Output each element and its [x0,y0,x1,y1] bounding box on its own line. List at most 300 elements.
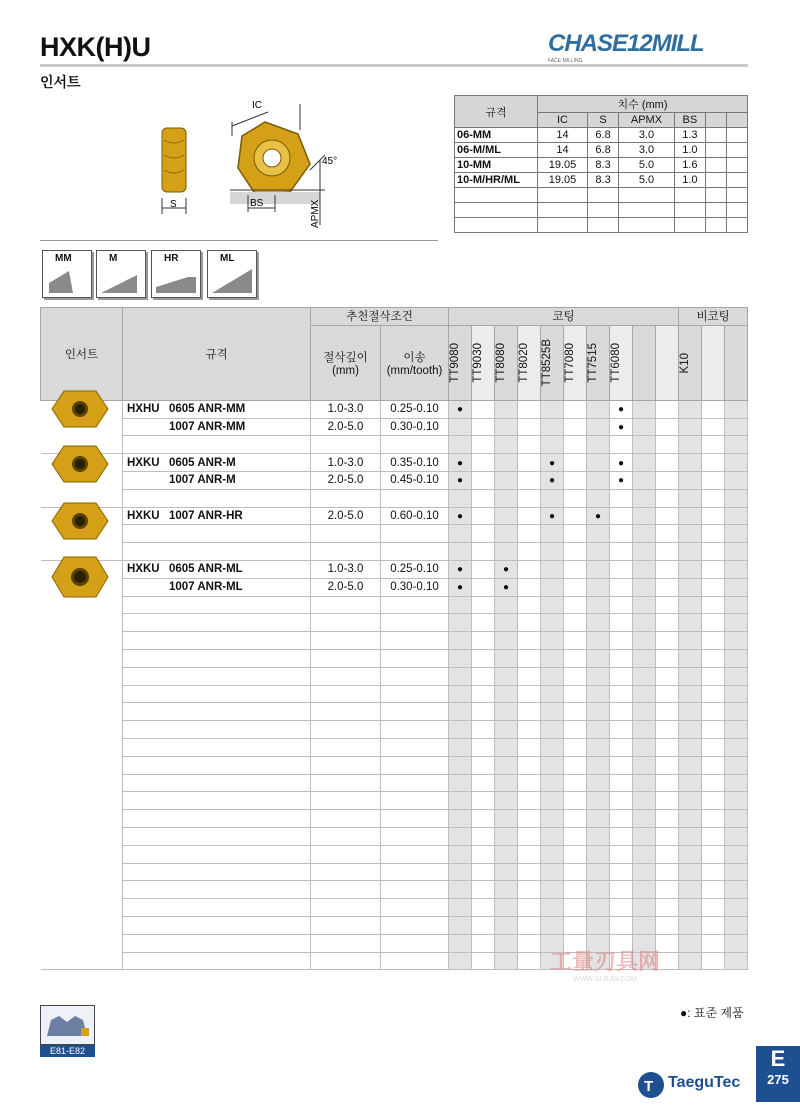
grade-cell [518,632,541,650]
uncoated-grade-header [702,325,725,400]
grade-cell [702,632,725,650]
grade-cell [725,400,748,418]
spec-cell [123,845,311,863]
grade-cell [472,916,495,934]
grade-cell [495,596,518,614]
grade-cell [541,632,564,650]
grade-cell [725,899,748,917]
reference-label: E81-E82 [40,1045,95,1057]
grade-cell [725,685,748,703]
grade-cell [656,827,679,845]
grade-cell [472,863,495,881]
grade-cell [633,560,656,578]
feed-cell [381,756,449,774]
grade-cell [702,703,725,721]
grade-cell [610,863,633,881]
depth-cell [311,863,381,881]
grade-cell [495,400,518,418]
grade-cell [725,507,748,525]
grade-cell [495,899,518,917]
grade-cell [610,810,633,828]
depth-cell [311,792,381,810]
grade-cell [564,560,587,578]
grade-cell [587,721,610,739]
grade-cell [702,507,725,525]
grade-cell [495,845,518,863]
grade-cell [610,400,633,418]
grade-cell [656,436,679,454]
grade-cell [587,436,610,454]
grade-cell [449,560,472,578]
page-number: 275 [767,1072,789,1087]
feed-cell [381,543,449,561]
grade-cell [449,934,472,952]
spec-cell [123,418,311,436]
grade-header [541,325,564,400]
grade-cell [541,543,564,561]
standard-product-marker: ● [456,457,464,469]
grade-cell [679,596,702,614]
geometry-label: ML [220,253,235,264]
feed-cell [381,721,449,739]
grade-cell [518,738,541,756]
grade-cell [587,881,610,899]
grade-cell [656,667,679,685]
grade-cell [633,845,656,863]
grade-cell [541,667,564,685]
grade-cell [610,721,633,739]
grade-cell [656,899,679,917]
table-row [455,158,748,173]
grade-cell [564,721,587,739]
grade-cell [633,614,656,632]
grade-cell [633,596,656,614]
spec-cell [123,649,311,667]
table-row [41,560,748,578]
grade-cell [725,934,748,952]
grade-cell [725,774,748,792]
grade-cell [656,810,679,828]
reference-link[interactable] [40,1005,95,1057]
company-logo [636,1070,756,1100]
spec-cell [123,810,311,828]
grade-cell [518,418,541,436]
grade-cell [679,578,702,596]
grade-cell [495,507,518,525]
depth-cell [311,614,381,632]
grade-cell [679,792,702,810]
grade-cell [702,721,725,739]
grade-cell [472,899,495,917]
grade-header [449,325,472,400]
grade-cell [495,881,518,899]
grade-cell [633,721,656,739]
geometry-label: HR [164,253,179,264]
depth-cell: 2.0-5.0 [311,578,381,596]
spec-cell [123,934,311,952]
grade-cell [472,578,495,596]
grade-cell [702,881,725,899]
grade-cell [679,934,702,952]
grade-cell [702,489,725,507]
watermark-url: WWW.GLRJW.COM [573,976,637,983]
grade-cell [725,792,748,810]
feed-cell [381,649,449,667]
grade-cell [472,756,495,774]
grade-cell [656,489,679,507]
spec-cell [123,899,311,917]
spec-cell [123,489,311,507]
grade-cell [702,738,725,756]
dimension-table [454,95,748,233]
grade-cell [541,703,564,721]
grade-cell [702,471,725,489]
grade-cell [587,596,610,614]
grade-cell [449,489,472,507]
grade-cell [656,507,679,525]
grade-cell [679,436,702,454]
grade-cell [725,436,748,454]
grade-cell [541,578,564,596]
grade-cell [472,507,495,525]
spec-cell [123,792,311,810]
grade-cell [610,667,633,685]
grade-cell [702,418,725,436]
grade-cell [518,543,541,561]
spec-cell [123,685,311,703]
grade-cell [564,596,587,614]
grade-cell [495,632,518,650]
feed-cell [381,792,449,810]
grade-cell [679,756,702,774]
geometry-hr-profile [152,251,200,297]
table-row [41,810,748,828]
grade-cell [495,489,518,507]
grade-cell [518,400,541,418]
spec-code: 1007 ANR-HR [169,509,243,522]
grade-cell [633,543,656,561]
table-row [41,436,748,454]
spec-bs: 1.0 [674,173,705,188]
grade-cell [564,471,587,489]
grade-label: TT8525B [541,339,553,387]
spec-apmx: 5.0 [619,173,675,188]
grade-cell [518,471,541,489]
grade-cell [725,845,748,863]
grade-header [587,325,610,400]
grade-cell [472,543,495,561]
grade-cell [449,418,472,436]
grade-cell [610,899,633,917]
grade-cell [656,685,679,703]
spec-cell [123,667,311,685]
empty-cell [727,158,748,173]
grade-cell [633,881,656,899]
feed-cell: 0.60-0.10 [381,507,449,525]
grade-cell [725,471,748,489]
feed-cell [381,436,449,454]
geometry-m [96,250,146,298]
grade-cell [633,507,656,525]
grade-cell [472,721,495,739]
depth-cell [311,916,381,934]
grade-cell [495,703,518,721]
dims-header: 치수 (mm) [538,96,748,113]
table-row [41,596,748,614]
depth-cell: 1.0-3.0 [311,560,381,578]
depth-cell [311,632,381,650]
grade-cell [725,489,748,507]
grade-cell [679,560,702,578]
grade-cell [495,454,518,472]
grade-cell [702,827,725,845]
grade-cell [449,667,472,685]
grade-cell [610,685,633,703]
empty-cell [727,128,748,143]
depth-cell [311,703,381,721]
depth-cell: 1.0-3.0 [311,400,381,418]
grade-cell [725,596,748,614]
spec-cell [123,756,311,774]
grade-cell [449,525,472,543]
grade-cell [702,667,725,685]
grade-cell [633,738,656,756]
geometry-hr [151,250,201,298]
grade-cell [518,667,541,685]
grade-cell [564,827,587,845]
grade-cell [472,436,495,454]
grade-cell [633,454,656,472]
grade-cell [679,774,702,792]
table-row [41,400,748,418]
grade-cell [679,881,702,899]
standard-product-marker: ● [502,564,510,576]
grade-cell [725,614,748,632]
grade-cell [564,418,587,436]
feed-cell [381,489,449,507]
grade-cell [518,952,541,970]
empty-cell [727,173,748,188]
grade-cell [610,454,633,472]
depth-cell [311,649,381,667]
grade-cell [564,489,587,507]
grade-cell [564,632,587,650]
grade-cell [541,899,564,917]
dim-label-bs: BS [250,198,264,209]
company-name: TaeguTec [668,1074,741,1091]
grade-cell [610,614,633,632]
grade-cell [679,400,702,418]
grade-cell [495,667,518,685]
standard-product-marker: ● [456,582,464,594]
grade-cell [679,721,702,739]
grade-cell [610,489,633,507]
grade-cell [702,845,725,863]
grade-cell [587,810,610,828]
grade-cell [656,543,679,561]
table-row [41,471,748,489]
grade-cell [541,792,564,810]
grade-cell [541,863,564,881]
dim-sub-header-empty [706,113,727,128]
depth-cell: 2.0-5.0 [311,418,381,436]
feed-cell [381,667,449,685]
feed-cell [381,632,449,650]
grade-label: TT9030 [472,342,484,383]
insert-dimension-diagram [150,100,350,235]
grade-cell [518,916,541,934]
spec-code: 0605 ANR-MM [169,403,246,416]
spec-cell [123,881,311,899]
grade-cell [449,400,472,418]
grade-label: TT8020 [518,342,530,383]
grade-cell [679,827,702,845]
standard-product-marker: ● [456,510,464,522]
dim-label-angle: 45° [322,156,338,167]
grade-cell [564,916,587,934]
feed-cell [381,596,449,614]
grade-cell [656,400,679,418]
grade-cell [587,792,610,810]
grade-cell [495,614,518,632]
standard-product-marker: ● [548,510,556,522]
taegutec-logo-icon [636,1070,666,1100]
grade-cell [633,471,656,489]
grade-cell [610,596,633,614]
grade-cell [541,507,564,525]
grade-cell [518,810,541,828]
grade-cell [472,881,495,899]
grade-cell [610,881,633,899]
grade-cell [449,649,472,667]
grade-cell [541,845,564,863]
coating-header: 코팅 [449,308,679,326]
standard-product-marker: ● [617,404,625,416]
grade-cell [725,756,748,774]
grade-cell [702,774,725,792]
table-row [455,143,748,158]
grade-cell [449,810,472,828]
table-row [41,418,748,436]
grade-cell [725,721,748,739]
grade-cell [702,525,725,543]
grade-cell [564,525,587,543]
grade-header [472,325,495,400]
grade-cell [656,525,679,543]
spec-ic: 14 [538,143,588,158]
spec-name: 10-M/HR/ML [455,173,538,188]
grade-cell [725,418,748,436]
grade-cell [725,525,748,543]
grade-cell [495,810,518,828]
grade-cell [587,685,610,703]
grade-cell [564,899,587,917]
grade-cell [518,774,541,792]
grade-cell [449,881,472,899]
grade-cell [702,400,725,418]
depth-cell: 2.0-5.0 [311,507,381,525]
grade-cell [587,543,610,561]
grade-cell [472,685,495,703]
grade-cell [702,614,725,632]
grade-cell [656,774,679,792]
grade-cell [472,489,495,507]
grade-header [610,325,633,400]
grade-cell [702,810,725,828]
spec-code: 1007 ANR-ML [169,581,243,594]
grade-cell [518,792,541,810]
grade-cell [610,471,633,489]
spec-bs: 1.0 [674,143,705,158]
grade-cell [472,525,495,543]
grade-cell [587,614,610,632]
table-row [41,685,748,703]
geometry-label: M [109,253,118,264]
grade-cell [495,685,518,703]
depth-cell: 1.0-3.0 [311,454,381,472]
table-row [455,218,748,233]
grade-cell [495,934,518,952]
feed-cell [381,934,449,952]
feed-cell: 0.30-0.10 [381,578,449,596]
grade-cell [564,400,587,418]
grade-cell [725,667,748,685]
spec-cell [123,614,311,632]
insert-header: 인서트 [41,308,123,401]
standard-product-marker: ● [456,475,464,487]
dim-sub-header-empty [727,113,748,128]
grade-label: TT6080 [610,342,622,383]
spec-apmx: 3.0 [619,143,675,158]
empty-cell [455,218,538,233]
table-row [41,881,748,899]
depth-cell [311,543,381,561]
grade-cell [495,525,518,543]
grade-cell [472,400,495,418]
grade-cell [656,649,679,667]
grade-cell [702,436,725,454]
feed-cell [381,810,449,828]
grade-cell [656,721,679,739]
grade-cell [449,827,472,845]
depth-cell [311,596,381,614]
spec-cell [123,578,311,596]
grade-cell [518,827,541,845]
table-row [41,899,748,917]
grade-cell [518,489,541,507]
spec-cell [123,916,311,934]
grade-cell [587,774,610,792]
spec-cell [123,827,311,845]
grade-cell [702,756,725,774]
uncoated-grade-label: K10 [679,352,692,374]
spec-name: 06-MM [455,128,538,143]
grade-label: TT8080 [495,342,507,383]
grade-cell [610,543,633,561]
grade-cell [725,738,748,756]
grade-cell [725,827,748,845]
table-row [41,703,748,721]
grade-cell [656,560,679,578]
grade-cell [633,436,656,454]
grade-cell [564,507,587,525]
geometry-ml [207,250,257,298]
empty-cell [706,143,727,158]
insert-grade-table [40,307,748,970]
grade-cell [495,543,518,561]
grade-cell [587,916,610,934]
grade-cell [633,418,656,436]
